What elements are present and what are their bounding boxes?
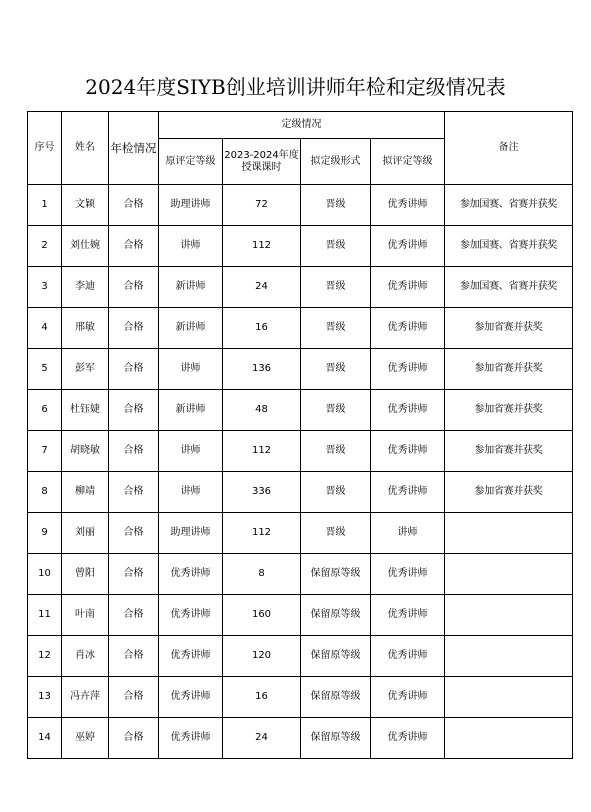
- cell-grading-form: 晋级: [301, 308, 371, 349]
- cell-orig-level: 优秀讲师: [159, 718, 223, 759]
- cell-annual-check: 合格: [109, 185, 159, 226]
- cell-grading-form: 晋级: [301, 390, 371, 431]
- cell-orig-level: 优秀讲师: [159, 677, 223, 718]
- cell-proposed-level: 优秀讲师: [371, 267, 445, 308]
- table-row: [28, 349, 573, 390]
- cell-proposed-level: 优秀讲师: [371, 677, 445, 718]
- header-grading: 定级情况: [159, 112, 445, 139]
- cell-grading-form: 晋级: [301, 349, 371, 390]
- cell-proposed-level: 优秀讲师: [371, 472, 445, 513]
- cell-orig-level: 讲师: [159, 431, 223, 472]
- cell-name: 肖冰: [62, 636, 109, 677]
- cell-annual-check: 合格: [109, 513, 159, 554]
- cell-seq: 6: [28, 390, 62, 431]
- cell-grading-form: 晋级: [301, 472, 371, 513]
- cell-hours: 336: [223, 472, 301, 513]
- table-row: [28, 390, 573, 431]
- cell-hours: 24: [223, 267, 301, 308]
- cell-seq: 9: [28, 513, 62, 554]
- grading-table: [27, 111, 573, 759]
- cell-grading-form: 晋级: [301, 226, 371, 267]
- cell-grading-form: 晋级: [301, 267, 371, 308]
- cell-proposed-level: 优秀讲师: [371, 554, 445, 595]
- cell-remark: 参加国赛、省赛并获奖: [445, 185, 573, 226]
- cell-proposed-level: 优秀讲师: [371, 595, 445, 636]
- header-remark: 备注: [445, 112, 573, 185]
- cell-proposed-level: 优秀讲师: [371, 390, 445, 431]
- cell-proposed-level: 优秀讲师: [371, 636, 445, 677]
- cell-hours: 24: [223, 718, 301, 759]
- cell-name: 杜钰婕: [62, 390, 109, 431]
- cell-seq: 2: [28, 226, 62, 267]
- header-proposed-level: 拟评定等级: [371, 139, 445, 185]
- cell-grading-form: 保留原等级: [301, 718, 371, 759]
- table-row: [28, 267, 573, 308]
- table-row: [28, 554, 573, 595]
- cell-remark: [445, 718, 573, 759]
- cell-hours: 48: [223, 390, 301, 431]
- table-row: [28, 718, 573, 759]
- cell-name: 彭军: [62, 349, 109, 390]
- cell-proposed-level: 优秀讲师: [371, 718, 445, 759]
- table-row: [28, 677, 573, 718]
- cell-proposed-level: 优秀讲师: [371, 349, 445, 390]
- cell-seq: 1: [28, 185, 62, 226]
- cell-grading-form: 晋级: [301, 513, 371, 554]
- cell-seq: 13: [28, 677, 62, 718]
- cell-hours: 136: [223, 349, 301, 390]
- cell-seq: 4: [28, 308, 62, 349]
- cell-remark: 参加国赛、省赛并获奖: [445, 226, 573, 267]
- header-hours: 2023-2024年度 授课课时: [223, 139, 301, 185]
- cell-name: 刘仕婉: [62, 226, 109, 267]
- cell-annual-check: 合格: [109, 267, 159, 308]
- cell-annual-check: 合格: [109, 677, 159, 718]
- cell-annual-check: 合格: [109, 431, 159, 472]
- cell-annual-check: 合格: [109, 390, 159, 431]
- cell-annual-check: 合格: [109, 349, 159, 390]
- cell-proposed-level: 优秀讲师: [371, 431, 445, 472]
- cell-orig-level: 讲师: [159, 472, 223, 513]
- cell-orig-level: 优秀讲师: [159, 554, 223, 595]
- cell-seq: 7: [28, 431, 62, 472]
- cell-name: 冯卉萍: [62, 677, 109, 718]
- cell-seq: 10: [28, 554, 62, 595]
- cell-name: 李迪: [62, 267, 109, 308]
- cell-proposed-level: 优秀讲师: [371, 226, 445, 267]
- cell-remark: [445, 595, 573, 636]
- cell-orig-level: 讲师: [159, 226, 223, 267]
- table-row: [28, 226, 573, 267]
- cell-annual-check: 合格: [109, 472, 159, 513]
- cell-annual-check: 合格: [109, 308, 159, 349]
- table-row: [28, 472, 573, 513]
- cell-grading-form: 保留原等级: [301, 554, 371, 595]
- cell-hours: 112: [223, 431, 301, 472]
- cell-orig-level: 优秀讲师: [159, 595, 223, 636]
- cell-seq: 8: [28, 472, 62, 513]
- cell-hours: 112: [223, 513, 301, 554]
- header-annual-check: 年检情况: [109, 112, 159, 185]
- cell-hours: 120: [223, 636, 301, 677]
- header-name: 姓名: [62, 112, 109, 185]
- cell-name: 文颖: [62, 185, 109, 226]
- cell-annual-check: 合格: [109, 718, 159, 759]
- cell-remark: 参加省赛并获奖: [445, 390, 573, 431]
- table-row: [28, 513, 573, 554]
- cell-remark: [445, 636, 573, 677]
- cell-remark: 参加省赛并获奖: [445, 431, 573, 472]
- cell-orig-level: 新讲师: [159, 267, 223, 308]
- cell-name: 柳靖: [62, 472, 109, 513]
- table-row: [28, 595, 573, 636]
- cell-grading-form: 晋级: [301, 185, 371, 226]
- cell-remark: [445, 677, 573, 718]
- header-orig-level: 原评定等级: [159, 139, 223, 185]
- cell-orig-level: 讲师: [159, 349, 223, 390]
- cell-name: 刘丽: [62, 513, 109, 554]
- cell-remark: [445, 554, 573, 595]
- table-row: [28, 431, 573, 472]
- cell-proposed-level: 讲师: [371, 513, 445, 554]
- cell-annual-check: 合格: [109, 554, 159, 595]
- cell-orig-level: 助理讲师: [159, 185, 223, 226]
- cell-hours: 112: [223, 226, 301, 267]
- cell-hours: 8: [223, 554, 301, 595]
- cell-proposed-level: 优秀讲师: [371, 185, 445, 226]
- cell-hours: 16: [223, 308, 301, 349]
- table-row: [28, 636, 573, 677]
- cell-hours: 72: [223, 185, 301, 226]
- cell-orig-level: 新讲师: [159, 390, 223, 431]
- cell-hours: 16: [223, 677, 301, 718]
- cell-proposed-level: 优秀讲师: [371, 308, 445, 349]
- cell-remark: 参加省赛并获奖: [445, 472, 573, 513]
- cell-grading-form: 晋级: [301, 431, 371, 472]
- cell-hours: 160: [223, 595, 301, 636]
- header-seq: 序号: [28, 112, 62, 185]
- cell-annual-check: 合格: [109, 636, 159, 677]
- cell-seq: 3: [28, 267, 62, 308]
- table-row: [28, 308, 573, 349]
- cell-name: 胡晓敏: [62, 431, 109, 472]
- header-grading-form: 拟定级形式: [301, 139, 371, 185]
- cell-grading-form: 保留原等级: [301, 677, 371, 718]
- cell-orig-level: 优秀讲师: [159, 636, 223, 677]
- cell-annual-check: 合格: [109, 595, 159, 636]
- cell-seq: 5: [28, 349, 62, 390]
- cell-grading-form: 保留原等级: [301, 595, 371, 636]
- cell-name: 曾阳: [62, 554, 109, 595]
- cell-remark: 参加省赛并获奖: [445, 308, 573, 349]
- cell-grading-form: 保留原等级: [301, 636, 371, 677]
- cell-seq: 12: [28, 636, 62, 677]
- cell-orig-level: 新讲师: [159, 308, 223, 349]
- cell-orig-level: 助理讲师: [159, 513, 223, 554]
- cell-remark: [445, 513, 573, 554]
- cell-name: 巫婷: [62, 718, 109, 759]
- cell-remark: 参加省赛并获奖: [445, 349, 573, 390]
- cell-seq: 11: [28, 595, 62, 636]
- page-title: 2024年度SIYB创业培训讲师年检和定级情况表: [85, 75, 506, 99]
- cell-seq: 14: [28, 718, 62, 759]
- cell-name: 邢敏: [62, 308, 109, 349]
- table-row: [28, 185, 573, 226]
- cell-name: 叶南: [62, 595, 109, 636]
- cell-annual-check: 合格: [109, 226, 159, 267]
- cell-remark: 参加国赛、省赛并获奖: [445, 267, 573, 308]
